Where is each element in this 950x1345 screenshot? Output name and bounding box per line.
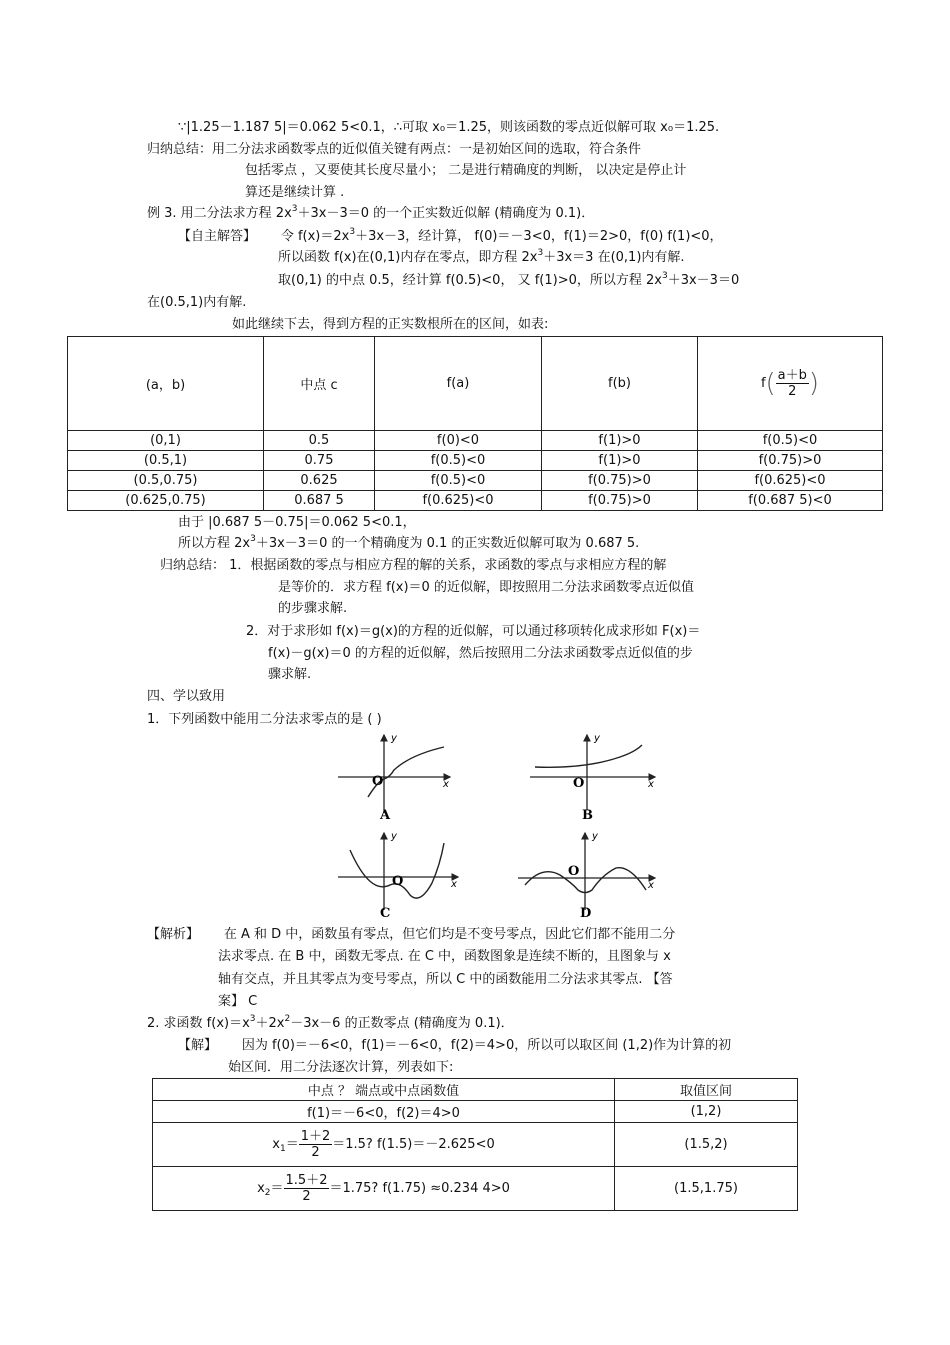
table-header: 中点 c bbox=[264, 337, 375, 431]
summary-line: 骤求解. bbox=[268, 667, 312, 682]
summary-line: 2．对于求形如 f(x)＝g(x)的方程的近似解，可以通过移项转化成求形如 F(x)＝ bbox=[246, 624, 701, 639]
table-header: f( $\frac{a+b}{2}$ ) bbox=[698, 337, 883, 431]
axis-label-x: x bbox=[648, 779, 654, 790]
origin-label: O bbox=[568, 864, 580, 879]
table-header: f(b) bbox=[542, 337, 698, 431]
table-row: (0.5,1) 0.75 f(0.5)<0 f(1)>0 f(0.75)>0 bbox=[68, 451, 883, 471]
solution-line: 【自主解答】 令 $f(x)=2x^3+3x-3$，经计算， f(0)＝－3<0，f(1)＝2>0，f(0) f(1)<0， bbox=[178, 227, 723, 244]
summary-line: 的步骤求解. bbox=[278, 601, 348, 616]
graph-label-a: A bbox=[380, 808, 391, 823]
bisection-table bbox=[67, 336, 883, 511]
table-row: (0.625,0.75) 0.687 5 f(0.625)<0 f(0.75)>0 f(0.687 5)<0 bbox=[68, 491, 883, 511]
axis-label-x: x bbox=[451, 879, 457, 890]
summary-line: 是等价的．求方程 f(x)＝0 的近似解，即按照用二分法求函数零点近似值 bbox=[278, 580, 694, 595]
axis-label-y: y bbox=[391, 733, 397, 744]
table-header: 中点 ？ 端点或中点函数值 bbox=[153, 1079, 615, 1101]
solution-line: 在(0.5,1)内有解. bbox=[147, 295, 247, 310]
summary-line: 归纳总结： 1．根据函数的零点与相应方程的解的关系，求函数的零点与求相应方程的解 bbox=[160, 558, 667, 573]
summary-line: 包括零点 ，又要使其长度尽量小； 二是进行精确度的判断， 以决定是停止计 bbox=[245, 163, 687, 178]
summary-line: 归纳总结：用二分法求函数零点的近似值关键有两点：一是初始区间的选取，符合条件 bbox=[147, 142, 642, 157]
table-row: (0.5,0.75) 0.625 f(0.5)<0 f(0.75)>0 f(0.625)<0 bbox=[68, 471, 883, 491]
table-row: $x_2=$ $\frac{1.5+2}{2}$ ＝1.75? f(1.75) ≈0.234 4>0 (1.5,1.75) bbox=[153, 1167, 798, 1211]
origin-label: O bbox=[372, 774, 384, 789]
analysis-line: 法求零点. 在 B 中，函数无零点. 在 C 中，函数图象是连续不断的，且图象与 x bbox=[218, 949, 671, 964]
graph-c bbox=[338, 831, 458, 920]
table-header: f(a) bbox=[375, 337, 542, 431]
question-1: 1．下列函数中能用二分法求零点的是 ( ) bbox=[147, 712, 382, 727]
graph-a bbox=[338, 733, 450, 823]
solution-line: 【解】 因为 f(0)＝－6<0，f(1)＝－6<0，f(2)＝4>0，所以可以取区间 (1,2)作为计算的初 bbox=[178, 1038, 732, 1053]
analysis-line: 轴有交点，并且其零点为变号零点，所以 C 中的函数能用二分法求其零点. 【答 bbox=[218, 972, 673, 987]
table-header: (a，b) bbox=[68, 337, 264, 431]
example-title: 例 3. 用二分法求方程 $2x^3+3x-3=0$ 的一个正实数近似解 (精确度为 0.1)． bbox=[147, 204, 595, 221]
summary-line: f(x)－g(x)＝0 的方程的近似解，然后按照用二分法求函数零点近似值的步 bbox=[268, 646, 693, 661]
solution-line: 始区间．用二分法逐次计算，列表如下: bbox=[228, 1060, 454, 1075]
solution-line: 所以函数 f(x)在(0,1)内存在零点，即方程 $2x^3+3x=3$ 在(0,1)内有解. bbox=[278, 248, 685, 265]
analysis-line: 【解析】 在 A 和 D 中，函数虽有零点，但它们均是不变号零点，因此它们都不能用二分 bbox=[147, 927, 676, 942]
axis-label-x: x bbox=[443, 779, 449, 790]
solution-line: 取(0,1) 的中点 0.5，经计算 f(0.5)<0， 又 f(1)>0，所以方程 $2x^3+3x-3=0$ bbox=[278, 271, 740, 288]
conclusion-line: 由于 |0.687 5－0.75|＝0.062 5<0.1， bbox=[178, 515, 416, 530]
conclusion-line: 所以方程 $2x^3+3x-3=0$ 的一个精确度为 0.1 的正实数近似解可取为 0.687 5. bbox=[178, 534, 640, 551]
section-title: 四、学以致用 bbox=[147, 689, 226, 704]
axis-label-y: y bbox=[391, 831, 397, 842]
graph-b bbox=[530, 733, 655, 823]
analysis-line: 案】 C bbox=[218, 994, 258, 1009]
table-header: 取值区间 bbox=[615, 1079, 798, 1101]
axis-label-y: y bbox=[594, 733, 600, 744]
table-row: f(1)＝－6<0，f(2)＝4>0 (1,2) bbox=[153, 1101, 798, 1123]
axis-label-y: y bbox=[592, 831, 598, 842]
summary-line: 算还是继续计算 . bbox=[245, 185, 345, 200]
table-row: $x_1=$ $\frac{1+2}{2}$ ＝1.5? f(1.5)＝－2.625<0 (1.5,2) bbox=[153, 1123, 798, 1167]
graph-d bbox=[518, 831, 655, 920]
origin-label: O bbox=[573, 776, 585, 791]
intro-line: ∵|1.25－1.187 5|＝0.062 5<0.1，∴可取 x₀＝1.25，则该函数的零点近似解可取 x₀＝1.25. bbox=[178, 120, 720, 135]
graph-label-c: C bbox=[380, 906, 391, 920]
axis-label-x: x bbox=[648, 880, 654, 891]
graph-label-b: B bbox=[582, 808, 593, 823]
table-row: (0,1) 0.5 f(0)<0 f(1)>0 f(0.5)<0 bbox=[68, 431, 883, 451]
solution-line: 如此继续下去，得到方程的正实数根所在的区间，如表: bbox=[232, 317, 549, 332]
origin-label: O bbox=[392, 874, 404, 889]
question-2: 2. 求函数 $f(x)=x^3+2x^2-3x-6$ 的正数零点 (精确度为 0.1)． bbox=[147, 1014, 514, 1031]
graph-label-d: D bbox=[580, 906, 592, 920]
iteration-table bbox=[152, 1078, 798, 1211]
function-graphs bbox=[320, 725, 665, 920]
